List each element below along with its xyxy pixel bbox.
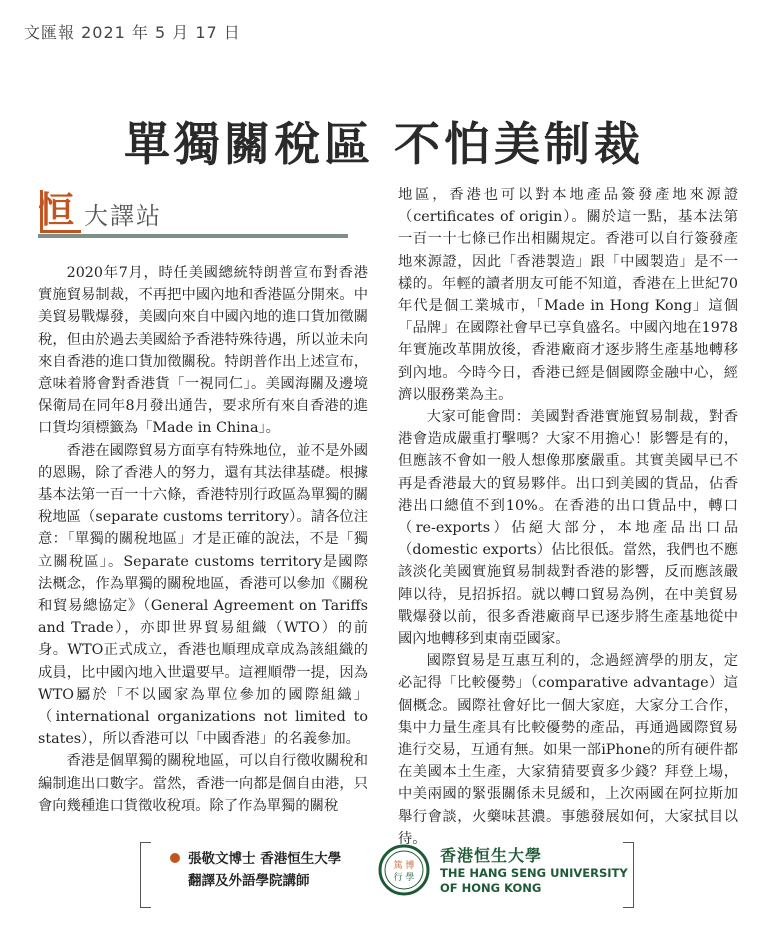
author-footer bbox=[140, 838, 634, 910]
author-name: 張敬文博士 香港恒生大學 bbox=[188, 851, 342, 867]
university-name-en-2: OF HONG KONG bbox=[440, 881, 542, 895]
column-name: 大譯站 bbox=[84, 202, 162, 230]
article-right-column bbox=[398, 184, 738, 850]
article-paragraph: 大家可能會問：美國對香港實施貿易制裁，對香港會造成嚴重打擊嗎？大家不用擔心！影響是有的，但應該不會如一般人想像那麼嚴重。其實美國早已不再是香港最大的貿易夥伴。出口到美國的貨品，佔香港出口總值不到10%。在香港的出口貨品中，轉口（re-exports）佔絕大部分，本地產品出口品（domestic exports）佔比很低。當然，我們也不應該淡化美國實施貿易制裁對香港的影響，反而應該嚴陣以待，見招拆招。就以轉口貿易為例，在中美貿易戰爆發以前，很多香港廠商早已逐步將生產基地從中國內地轉移到東南亞國家。 bbox=[398, 409, 738, 648]
author-title: 翻譯及外語學院講師 bbox=[188, 873, 310, 889]
column-rule bbox=[38, 234, 348, 238]
bullet-dot-icon bbox=[170, 853, 180, 863]
footer-bracket-left bbox=[140, 842, 151, 908]
svg-text:行 學: 行 學 bbox=[393, 873, 415, 883]
university-seal-icon bbox=[378, 844, 430, 896]
article-paragraph: 香港是個單獨的關稅地區，可以自行徵收關稅和編制進出口數字。當然，香港一向都是個自由港，只會向幾種進口貨徵收稅項。除了作為單獨的關稅 bbox=[38, 753, 368, 814]
university-name-zh: 香港恒生大學 bbox=[440, 846, 543, 865]
university-name bbox=[440, 846, 628, 896]
university-name-en: THE HANG SENG UNIVERSITY bbox=[440, 866, 628, 880]
masthead: 文匯報 2021 年 5 月 17 日 bbox=[24, 23, 241, 42]
author-credit bbox=[170, 848, 341, 892]
article-paragraph: 國際貿易是互惠互利的，念過經濟學的朋友，定必記得「比較優勢」（comparative advantage）這個概念。國際社會好比一個大家庭，大家分工合作，集中力量生產具有比較優勢的產品，再通過國際貿易進行交易，互通有無。如果一部iPhone的所有硬件都在美國本土生產，大家猜猜要賣多少錢？拜登上場，中美兩國的緊張關係未見緩和，上次兩國在阿拉斯加舉行會談，火藥味甚濃。事態發展如何，大家拭目以待。 bbox=[398, 653, 738, 847]
column-logo-char: 恒 bbox=[38, 189, 75, 231]
svg-text:篤 博: 篤 博 bbox=[393, 861, 415, 871]
article-paragraph: 2020年7月，時任美國總統特朗普宣布對香港實施貿易制裁，不再把中國內地和香港區分開來。中美貿易戰爆發，美國向來自中國內地的進口貨加徵關稅，但由於過去美國給予香港特殊待遇，所以並未向來自香港的進口貨加徵關稅。特朗普作出上述宣布，意味着將會對香港貨「一視同仁」。美國海關及邊境保衛局在同年8月發出通告，要求所有來自香港的進口貨均須標籤為「Made in China」。 bbox=[38, 265, 368, 437]
headline: 單獨關稅區 不怕美制裁 bbox=[123, 117, 644, 171]
article-paragraph: 地區，香港也可以對本地產品簽發產地來源證（certificates of origin）。關於這一點，基本法第一百一十七條已作出相關規定。香港可以自行簽發產地來源證，因此「香港製造」跟「中國製造」是不一樣的。年輕的讀者朋友可能不知道，香港在上世紀70年代是個工業城市，「Made in Hong Kong」這個「品牌」在國際社會早已享負盛名。中國內地在1978年實施改革開放後，香港廠商才逐步將生產基地轉移到內地。今時今日，香港已經是個國際金融中心，經濟以服務業為主。 bbox=[398, 187, 738, 403]
article-left-column bbox=[38, 262, 368, 817]
article-paragraph: 香港在國際貿易方面享有特殊地位，並不是外國的恩賜，除了香港人的努力，還有其法律基礎。根據基本法第一百一十六條，香港特別行政區為單獨的關稅地區（separate customs territory）。請各位注意：「單獨的關稅地區」才是正確的說法，不是「獨立關稅區」。Separate customs territory是國際法概念，作為單獨的關稅地區，香港可以參加《關稅和貿易總協定》（General Agreement on Tariffs and Trade），亦即世界貿易組織（WTO）的前身。WTO正式成立，香港也順理成章成為該組織的成員，比中國內地入世還要早。這裡順帶一提，因為WTO屬於「不以國家為單位參加的國際組織」（international organizations not limited to states），所以香港可以「中國香港」的名義參加。 bbox=[38, 442, 368, 748]
column-logo bbox=[38, 188, 348, 240]
